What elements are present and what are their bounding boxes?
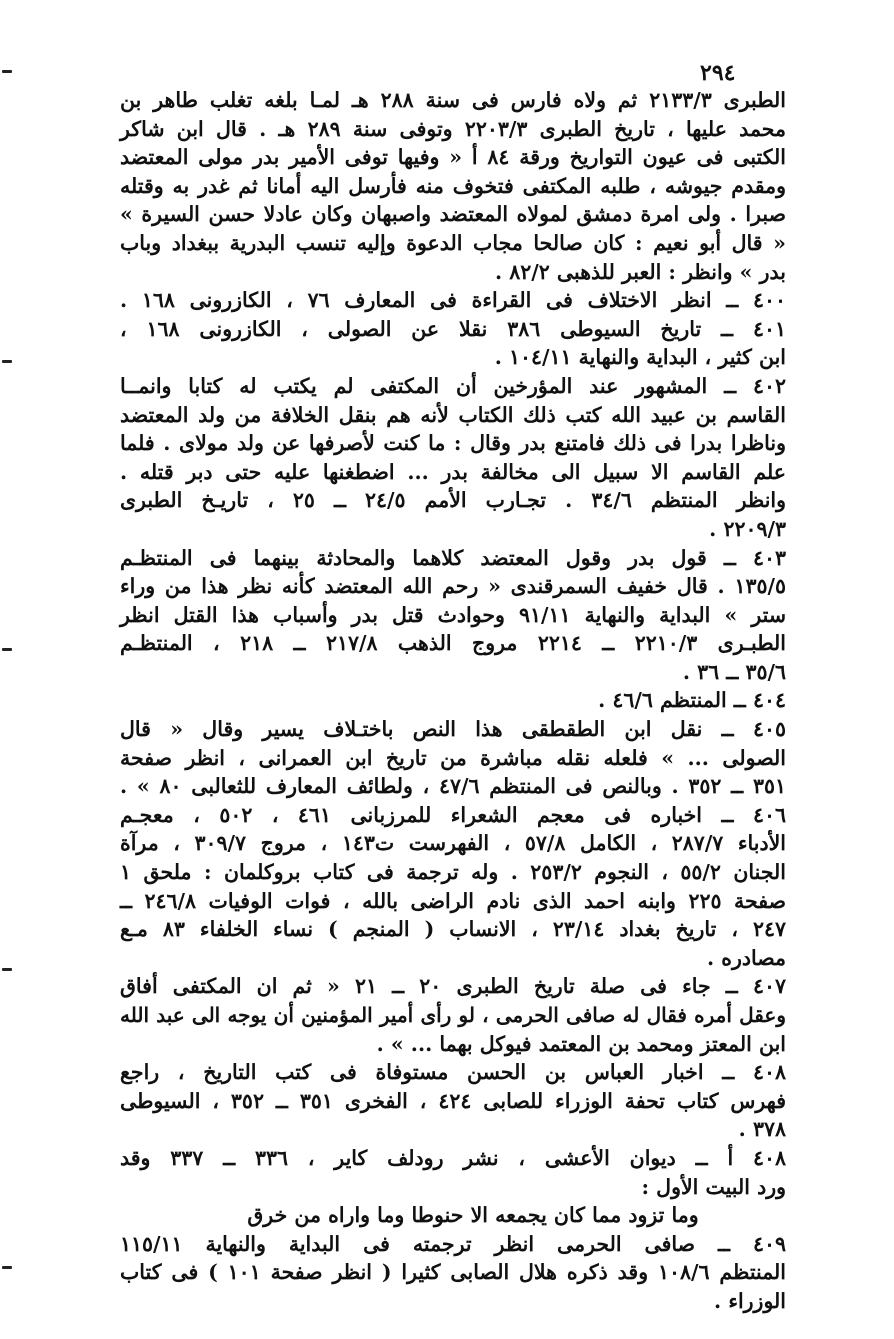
text-line: المنتظم ١٠٨/٦ وقد ذكره هلال الصابى كثيرا ( انظر صفحة ١٠١ ) فى كتاب <box>120 1260 786 1285</box>
text-line: « قال أبو نعيم : كان صالحا مجاب الدعوة وإليه تنسب البدرية ببغداد وباب <box>120 230 786 255</box>
text-line: الطبرى ٢١٣٣/٣ ثم ولاه فارس فى سنة ٢٨٨ هـ لمـا بلغه تغلب طاهر بن <box>120 88 786 112</box>
text-line: الجنان ٥٥/٢ ، النجوم ٢٥٣/٢ . وله ترجمة فى كتاب بروكلمان : ملحق ١ <box>120 860 786 885</box>
text-line: الطبـرى ٢٢١٠/٣ ــ ٢٢١٤ مروج الذهب ٢١٧/٨ ــ ٢١٨ ، المنتظـم <box>120 631 786 656</box>
margin-mark <box>2 70 12 73</box>
text-line: فهرس كتاب تحفة الوزراء للصابى ٤٢٤ ، الفخرى ٣٥١ ــ ٣٥٢ ، السيوطى <box>120 1088 786 1113</box>
text-line: محمد عليها ، تاريخ الطبرى ٢٢٠٣/٣ وتوفى سنة ٢٨٩ هـ . قال ابن شاكر <box>120 116 787 141</box>
margin-mark <box>2 1266 12 1269</box>
page-number: ٢٩٤ <box>700 60 736 86</box>
text-line: ٢٤٧ ، تاريخ بغداد ٢٣/١٤ ، الانساب ( المنجم ) نساء الخلفاء ٨٣ مـع <box>120 917 786 942</box>
text-line: ١٣٥/٥ . قال خفيف السمرقندى « رحم الله المعتضد كأنه نظر هذا من وراء <box>120 574 786 599</box>
footnote-408: ٤٠٨ ــ اخبار العباس بن الحسن مستوفاة فى كتب التاريخ ، راجع <box>120 1060 786 1085</box>
text-line: علم القاسم الا سبيل الى مخالفة بدر ... اضطغنها عليه حتى دبر قتله . <box>120 459 786 484</box>
footnote-403: ٤٠٣ ــ قول بدر وقول المعتضد كلاهما والمحادثة بينهما فى المنتظـم <box>120 545 786 570</box>
footnote-404: ٤٠٤ ــ المنتظم ٤٦/٦ . <box>598 688 786 713</box>
text-line: الأدباء ٢٨٧/٧ ، الكامل ٥٧/٨ ، الفهرست ت١٤٣ ، مروج ٣٠٩/٧ ، مرآة <box>120 831 786 856</box>
footnotes-body <box>120 86 786 1316</box>
text-line: ورد البيت الأول : <box>641 1174 786 1199</box>
footnote-402: ٤٠٢ ــ المشهور عند المؤرخين أن المكتفى لم يكتب له كتابا وانمــا <box>120 373 786 398</box>
footnote-407: ٤٠٧ ــ جاء فى صلة تاريخ الطبرى ٢٠ ــ ٢١ « ثم ان المكتفى أفاق <box>120 974 786 999</box>
footnote-400: ٤٠٠ ــ انظر الاختلاف فى القراءة فى المعارف ٧٦ ، الكازرونى ١٦٨ . <box>120 288 786 313</box>
margin-mark <box>2 648 12 651</box>
margin-mark <box>2 968 12 971</box>
text-line: بدر » وانظر : العبر للذهبى ٨٢/٢ . <box>494 259 786 284</box>
text-line: وناظرا بدرا فى ذلك فامتنع بدر وقال : ما كنت لأصرفها عن ولد مولاى . فلما <box>120 431 786 456</box>
footnote-405: ٤٠٥ ــ نقل ابن الطقطقى هذا النص باختـلاف يسير وقال « قال <box>120 717 786 742</box>
footnote-409: ٤٠٩ ــ صافى الحرمى انظر ترجمته فى البداية والنهاية ١١٥/١١ <box>120 1231 786 1256</box>
text-line: ٣٥/٦ ــ ٣٦ . <box>682 659 786 684</box>
text-line: ابن المعتز ومحمد بن المعتمد فيوكل بهما ... » . <box>376 1031 786 1056</box>
text-line: وانظر المنتظم ٣٤/٦ . تجـارب الأمم ٢٤/٥ ــ ٢٥ ، تاريـخ الطبرى <box>120 488 787 513</box>
text-line: ٢٢٠٩/٣ . <box>709 516 786 541</box>
text-line: القاسم بن عبيد الله كتب ذلك الكتاب لأنه هم بنقل الخلافة من ولد المعتضد <box>120 402 786 427</box>
text-line: ٣٧٨ . <box>738 1117 786 1142</box>
footnote-408a: ٤٠٨ أ ــ ديوان الأعشى ، نشر رودلف كاير ، ٣٣٦ ــ ٣٣٧ وقد <box>120 1145 786 1170</box>
verse-line: وما تزود مما كان يجمعه الا حنوطا وما واراه من خرق <box>247 1203 699 1228</box>
text-line: ستر » البداية والنهاية ٩١/١١ وحوادث قتل بدر وأسباب هذا القتل انظر <box>120 602 787 627</box>
text-line: صبرا . ولى امرة دمشق لمولاه المعتضد واصبهان وكان عادلا حسن السيرة » <box>120 202 786 227</box>
text-line: ٣٥١ ــ ٣٥٢ . وبالنص فى المنتظم ٤٧/٦ ، ولطائف المعارف للثعالبى ٨٠ » . <box>120 774 786 799</box>
text-line: الكتبى فى عيون التواريخ ورقة ٨٤ أ « وفيها توفى الأمير بدر مولى المعتضد <box>120 145 786 170</box>
text-line: ابن كثير ، البداية والنهاية ١٠٤/١١ . <box>494 345 786 370</box>
text-line: الوزراء . <box>714 1288 786 1313</box>
text-line: مصادره . <box>706 945 786 970</box>
text-line: الصولى ... » فلعله نقله مباشرة من تاريخ ابن العمرانى ، انظر صفحة <box>120 745 786 770</box>
text-line: ومقدم جيوشه ، طلبه المكتفى فتخوف منه فأرسل اليه أمانا ثم غدر به وقتله <box>120 173 786 198</box>
footnote-406: ٤٠٦ ــ اخباره فى معجم الشعراء للمرزبانى ٤٦١ ، ٥٠٢ ، معجـم <box>120 802 786 827</box>
text-line: صفحة ٢٢٥ وابنه احمد الذى نادم الراضى بالله ، فوات الوفيات ٢٤٦/٨ ــ <box>120 888 787 913</box>
footnote-401: ٤٠١ ــ تاريخ السيوطى ٣٨٦ نقلا عن الصولى ، الكازرونى ١٦٨ ، <box>120 316 786 341</box>
text-line: وعقل أمره فقال له صافى الحرمى ، لو رأى أمير المؤمنين أن يوجه الى عبد الله <box>120 1003 786 1027</box>
margin-mark <box>2 360 12 363</box>
